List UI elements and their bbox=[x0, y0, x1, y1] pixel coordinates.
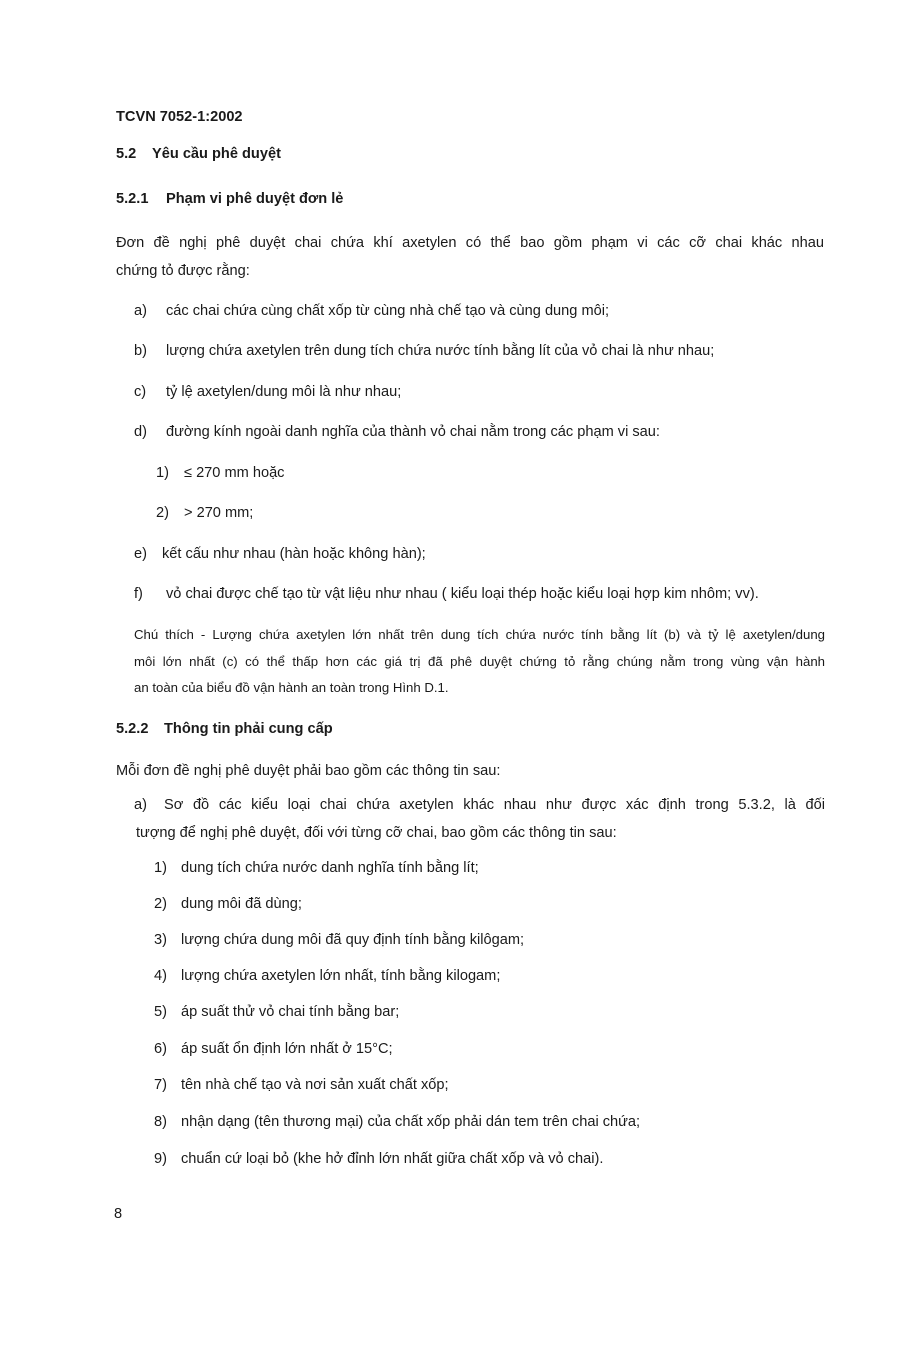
list-item-label: c) bbox=[134, 384, 147, 400]
document-code: TCVN 7052-1:2002 bbox=[116, 109, 243, 125]
subsection-title: Phạm vi phê duyệt đơn lẻ bbox=[166, 191, 344, 207]
list-item-label: 2) bbox=[154, 896, 167, 912]
list-item-text: > 270 mm; bbox=[184, 505, 254, 521]
paragraph-line: chứng tỏ được rằng: bbox=[116, 263, 250, 279]
list-item-text: dung môi đã dùng; bbox=[181, 896, 302, 912]
list-item-label: 6) bbox=[154, 1041, 167, 1057]
page-number: 8 bbox=[114, 1206, 123, 1222]
list-item-text: nhận dạng (tên thương mại) của chất xốp phải dán tem trên chai chứa; bbox=[181, 1114, 641, 1130]
list-item-text: tỷ lệ axetylen/dung môi là như nhau; bbox=[166, 384, 402, 400]
note-line: môi lớn nhất (c) có thể thấp hơn các giá trị đã phê duyệt chứng tỏ rằng chúng nằm trong vùng vận hành bbox=[134, 654, 825, 669]
list-item-text: áp suất ổn định lớn nhất ở 15°C; bbox=[181, 1041, 393, 1057]
list-item-text: chuẩn cứ loại bỏ (khe hở đỉnh lớn nhất giữa chất xốp và vỏ chai). bbox=[181, 1151, 604, 1167]
note-line: an toàn của biểu đồ vận hành an toàn trong Hình D.1. bbox=[134, 680, 449, 695]
list-item-label: 3) bbox=[154, 932, 167, 948]
list-item-text: đường kính ngoài danh nghĩa của thành vỏ chai nằm trong các phạm vi sau: bbox=[166, 424, 660, 440]
note-line: Chú thích - Lượng chứa axetylen lớn nhất trên dung tích chứa nước tính bằng lít (b) và tỷ lệ axetylen/dung bbox=[134, 627, 825, 642]
list-item-label: 1) bbox=[154, 860, 167, 876]
subsection-number: 5.2.1 bbox=[116, 191, 149, 207]
list-item-label: 7) bbox=[154, 1077, 167, 1093]
list-item-text: Sơ đồ các kiểu loại chai chứa axetylen khác nhau như được xác định trong 5.3.2, là đối bbox=[164, 797, 825, 813]
list-item-label: a) bbox=[134, 303, 147, 319]
list-item-text: kết cấu như nhau (hàn hoặc không hàn); bbox=[162, 546, 426, 562]
list-item-label: 4) bbox=[154, 968, 167, 984]
list-item-text: các chai chứa cùng chất xốp từ cùng nhà chế tạo và cùng dung môi; bbox=[166, 303, 610, 319]
list-item-label: b) bbox=[134, 343, 147, 359]
list-item-label: a) bbox=[134, 797, 147, 813]
section-number: 5.2 bbox=[116, 146, 137, 162]
list-item-label: d) bbox=[134, 424, 147, 440]
list-item-label: e) bbox=[134, 546, 147, 562]
list-item-text: lượng chứa dung môi đã quy định tính bằng kilôgam; bbox=[181, 932, 525, 948]
section-title: Yêu cầu phê duyệt bbox=[152, 146, 281, 162]
list-item-text: dung tích chứa nước danh nghĩa tính bằng lít; bbox=[181, 860, 479, 876]
list-item-text: vỏ chai được chế tạo từ vật liệu như nhau ( kiểu loại thép hoặc kiểu loại hợp kim nhôm; vv). bbox=[166, 586, 759, 602]
list-item-label: f) bbox=[134, 586, 143, 602]
list-item-label: 5) bbox=[154, 1004, 167, 1020]
list-item-label: 2) bbox=[156, 505, 169, 521]
list-item-label: 1) bbox=[156, 465, 169, 481]
subsection-number: 5.2.2 bbox=[116, 721, 149, 737]
list-item-label: 8) bbox=[154, 1114, 167, 1130]
list-item-text: lượng chứa axetylen trên dung tích chứa nước tính bằng lít của vỏ chai là như nhau; bbox=[166, 343, 715, 359]
subsection-title: Thông tin phải cung cấp bbox=[164, 721, 333, 737]
list-item-text: ≤ 270 mm hoặc bbox=[184, 465, 285, 481]
paragraph-line: Đơn đề nghị phê duyệt chai chứa khí axetylen có thể bao gồm phạm vi các cỡ chai khác nhau bbox=[116, 235, 824, 251]
list-item-text: tên nhà chế tạo và nơi sản xuất chất xốp; bbox=[181, 1077, 449, 1093]
list-item-text: lượng chứa axetylen lớn nhất, tính bằng kilogam; bbox=[181, 968, 501, 984]
list-item-text: áp suất thử vỏ chai tính bằng bar; bbox=[181, 1004, 400, 1020]
list-item-label: 9) bbox=[154, 1151, 167, 1167]
list-item-text: tượng để nghị phê duyệt, đối với từng cỡ chai, bao gồm các thông tin sau: bbox=[136, 825, 617, 841]
paragraph-line: Mỗi đơn đề nghị phê duyệt phải bao gồm các thông tin sau: bbox=[116, 763, 501, 779]
